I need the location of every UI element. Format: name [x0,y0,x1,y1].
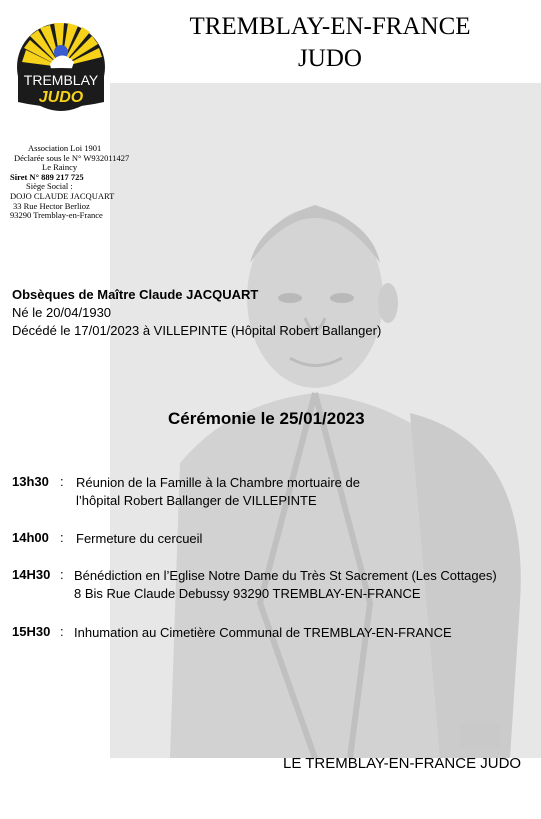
ceremony-title: Cérémonie le 25/01/2023 [168,409,365,428]
assoc-line: DOJO CLAUDE JACQUART [10,190,115,201]
event-description: Réunion de la Famille à la Chambre mortuaire de [76,475,360,490]
assoc-line: Association Loi 1901 [28,143,102,153]
logo-text-bottom: JUDO [38,89,84,106]
event-description: Bénédiction en l’Eglise Notre Dame du Très St Sacrement (Les Cottages) [74,568,497,583]
event-description: Fermeture du cercueil [76,531,203,546]
event-separator: : [60,624,64,639]
assoc-line: Siret N° 889 217 725 [10,171,84,182]
assoc-line: Siège Social : [26,181,73,192]
event-time: 13h30 [12,474,49,489]
event-separator: : [60,567,64,582]
obituary-born: Né le 20/04/1930 [12,305,112,320]
event-separator: : [60,474,64,489]
assoc-line: 33 Rue Hector Berlioz [13,200,90,211]
obituary-heading: Obsèques de Maître Claude JACQUART [12,287,259,302]
event-description: 8 Bis Rue Claude Debussy 93290 TREMBLAY-EN-FRANCE [74,586,421,601]
assoc-line: Le Raincy [42,162,78,173]
assoc-line: Déclarée sous le N° W932011427 [14,152,130,163]
event-time: 14H30 [12,567,51,582]
event-time: 15H30 [12,624,51,639]
event-time: 14h00 [12,530,49,545]
event-description: Inhumation au Cimetière Communal de TREMBLAY-EN-FRANCE [74,625,452,640]
logo-text-top: TREMBLAY [23,72,99,88]
association-info [0,144,150,221]
page-title-line2: JUDO [298,45,362,72]
club-logo [12,12,110,116]
page-title-line1: TREMBLAY-EN-FRANCE [189,13,471,40]
obituary-died: Décédé le 17/01/2023 à VILLEPINTE (Hôpital Robert Ballanger) [12,323,382,338]
footer-signature: LE TREMBLAY-EN-FRANCE JUDO [283,755,522,772]
assoc-line: 93290 Tremblay-en-France [10,210,103,221]
event-separator: : [60,530,64,545]
event-description: l’hôpital Robert Ballanger de VILLEPINTE [76,493,317,508]
